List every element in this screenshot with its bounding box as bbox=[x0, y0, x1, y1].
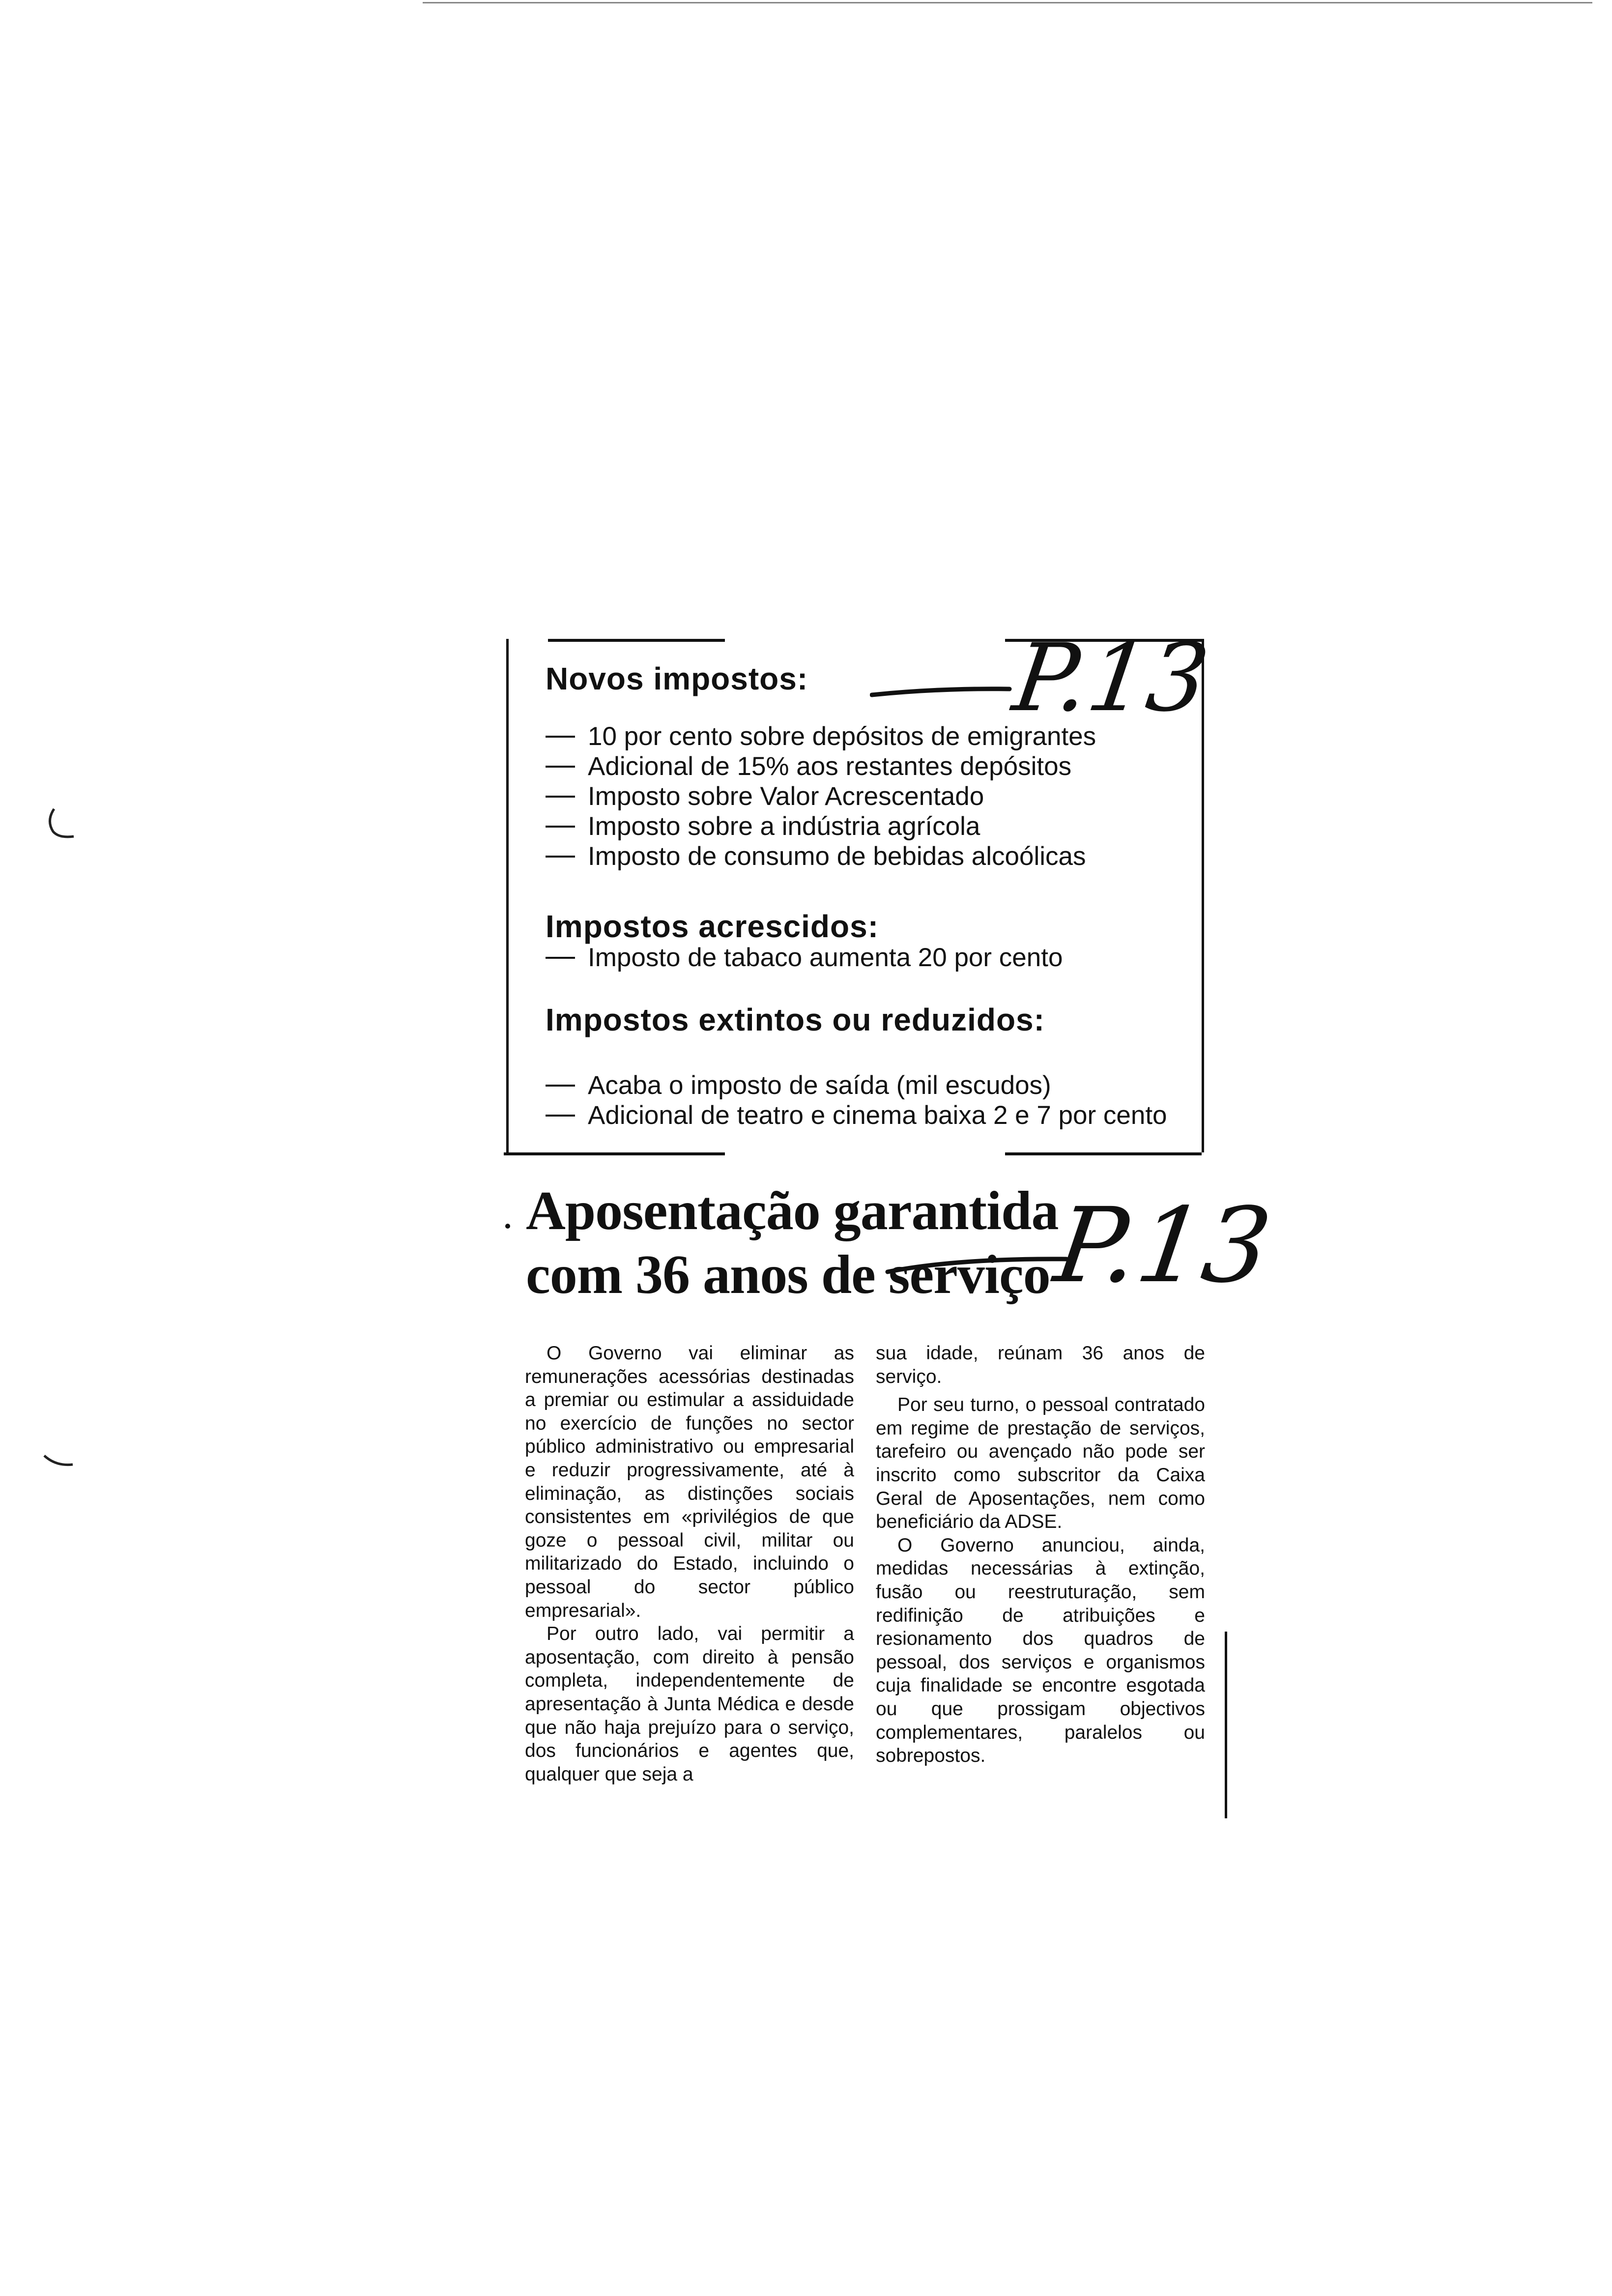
list-item-text: 10 por cento sobre depósitos de emigrantes bbox=[588, 722, 1096, 751]
article-headline-line2: com 36 anos de serviço bbox=[526, 1244, 1050, 1305]
article-column-1 bbox=[525, 1342, 854, 1786]
box-bottom-right-rule bbox=[1005, 1152, 1202, 1155]
dash-icon bbox=[546, 957, 575, 959]
list-item bbox=[546, 721, 1096, 751]
dash-icon bbox=[546, 796, 575, 798]
box-top-left-rule bbox=[548, 639, 725, 642]
dash-icon bbox=[546, 856, 575, 858]
list-item-text: Acaba o imposto de saída (mil escudos) bbox=[588, 1071, 1051, 1100]
article-paragraph: O Governo anunciou, ainda, medidas necessárias à extinção, fusão ou reestruturação, sem redifinição de atribuições e resionamento dos quadros de pessoal, dos serviços e organismos cuja finalidade se encontre esgotada ou que prossigam objectivos complementares, paralelos ou sobrepostos. bbox=[876, 1534, 1205, 1767]
new-taxes-heading: Novos impostos: bbox=[546, 661, 808, 696]
dash-icon bbox=[546, 736, 575, 738]
list-item bbox=[546, 841, 1096, 871]
tax-measures-box bbox=[506, 624, 1215, 1152]
list-item-text: Imposto sobre a indústria agrícola bbox=[588, 812, 980, 841]
list-item-text: Adicional de teatro e cinema baixa 2 e 7 por cento bbox=[588, 1101, 1167, 1130]
scan-top-edge-line bbox=[423, 2, 1592, 3]
article-headline-line1: Aposentação garantida bbox=[526, 1180, 1059, 1241]
list-item bbox=[546, 1100, 1167, 1130]
increased-taxes-list bbox=[546, 943, 1063, 973]
article-paragraph: Por outro lado, vai permitir a aposentação, com direito à pensão completa, independentemente de apresentação à Junta Médica e desde que não haja prejuízo para o serviço, dos funcionários e agentes que, qualquer que seja a bbox=[525, 1623, 854, 1785]
handwritten-headline-stroke bbox=[885, 1248, 1071, 1278]
list-item-text: Adicional de 15% aos restantes depósitos bbox=[588, 752, 1072, 781]
scan-mark-left-upper bbox=[39, 806, 84, 845]
handwritten-article-ref: P.13 bbox=[1048, 1185, 1278, 1306]
list-item bbox=[546, 1070, 1167, 1100]
handwritten-page-ref: P.13 bbox=[1007, 624, 1215, 732]
removed-taxes-heading: Impostos extintos ou reduzidos: bbox=[546, 1002, 1045, 1037]
dash-icon bbox=[546, 1085, 575, 1087]
list-item bbox=[546, 751, 1096, 781]
increased-taxes-heading: Impostos acrescidos: bbox=[546, 909, 879, 944]
article-column-2 bbox=[876, 1342, 1205, 1768]
article-paragraph: sua idade, reúnam 36 anos de serviço. bbox=[876, 1343, 1205, 1387]
list-item-text: Imposto de consumo de bebidas alcoólicas bbox=[588, 842, 1086, 871]
box-bottom-left-rule bbox=[504, 1152, 725, 1155]
list-item bbox=[546, 811, 1096, 841]
dash-icon bbox=[546, 766, 575, 768]
dash-icon bbox=[546, 1115, 575, 1117]
list-item-text: Imposto de tabaco aumenta 20 por cento bbox=[588, 943, 1063, 972]
list-item-text: Imposto sobre Valor Acrescentado bbox=[588, 782, 984, 811]
bullet-dot bbox=[505, 1224, 510, 1229]
margin-marker-line bbox=[1225, 1632, 1227, 1818]
new-taxes-list bbox=[546, 721, 1096, 871]
list-item bbox=[546, 943, 1063, 973]
article-paragraph: O Governo vai eliminar as remunerações acessórias destinadas a premiar ou estimular a assiduidade no exercício de funções no sector público administrativo ou empresarial e reduzir progressivamente, até à eliminação, as distinções sociais consistentes em «privilégios de que goze o pessoal civil, militar ou militarizado do Estado, incluindo o pessoal do sector público empresarial». bbox=[525, 1343, 854, 1621]
list-item bbox=[546, 781, 1096, 811]
handwritten-dash bbox=[870, 684, 1012, 699]
article-paragraph: Por seu turno, o pessoal contratado em regime de prestação de serviços, tarefeiro ou avençado não pode ser inscrito como subscritor da Caixa Geral de Aposentações, nem como beneficiário da ADSE. bbox=[876, 1394, 1205, 1533]
scan-mark-left-lower bbox=[41, 1450, 86, 1474]
removed-taxes-list bbox=[546, 1070, 1167, 1130]
dash-icon bbox=[546, 826, 575, 828]
